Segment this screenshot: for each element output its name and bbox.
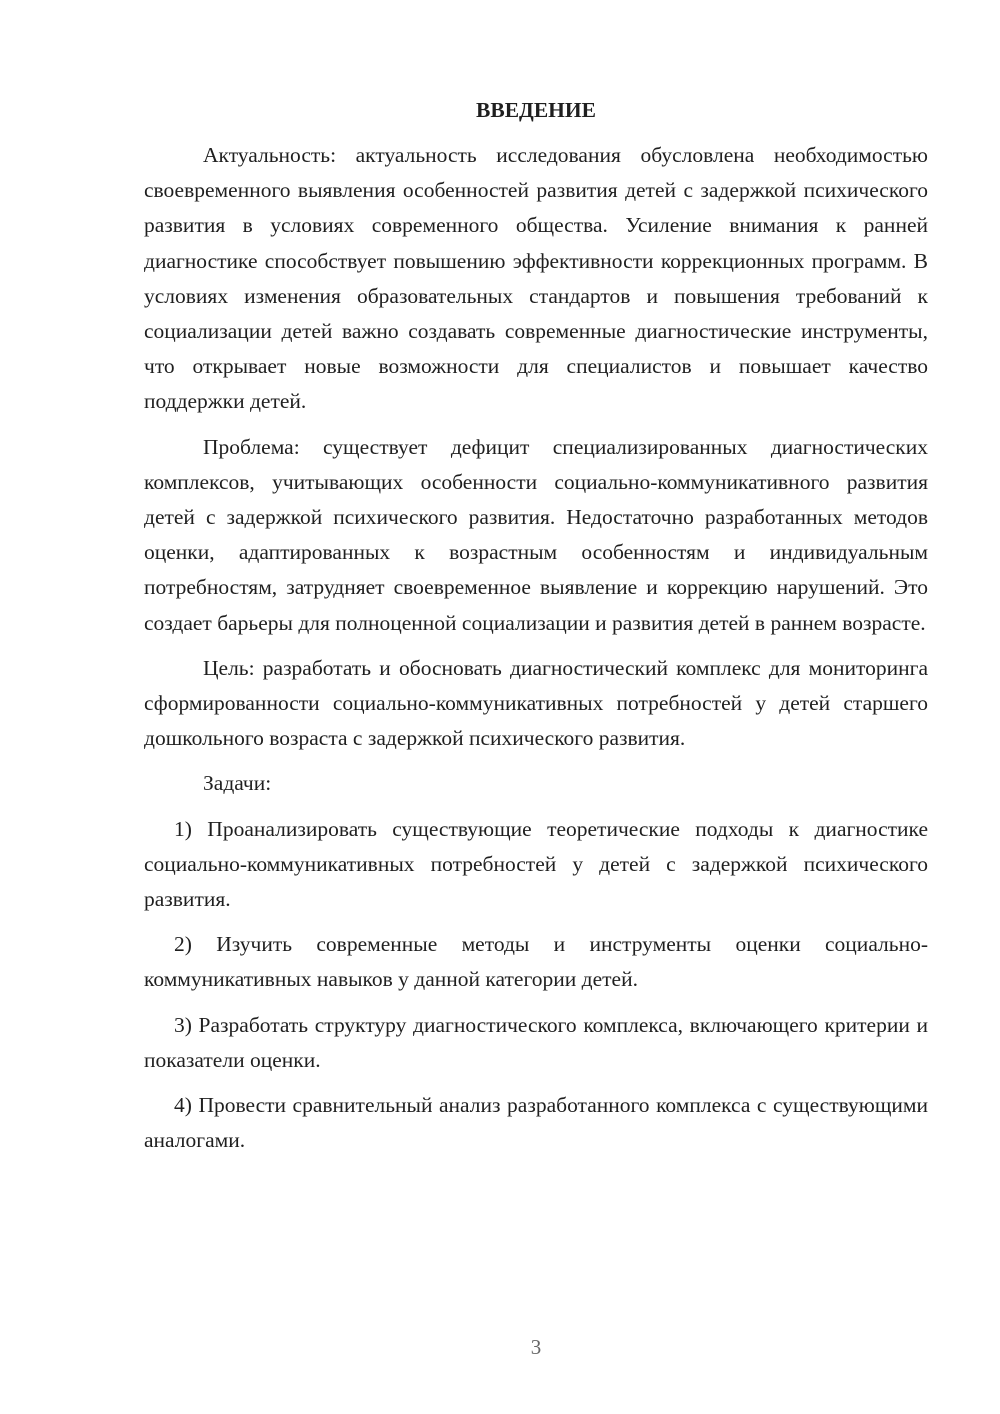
page-number: 3 bbox=[530, 1335, 542, 1359]
relevance-paragraph: Актуальность: актуальность исследования обусловлена необходимостью своевременного выявления особенностей развития детей с задержкой психического развития в условиях современного общества. Усиление внимания к ранней диагностике способствует повышению эффективности коррекционных программ. В условиях изменения образовательных стандартов и повышения требований к социализации детей важно создавать современные диагностические инструменты, что открывает новые возможности для специалистов и повышает качество поддержки детей. bbox=[144, 143, 928, 414]
section-heading: ВВЕДЕНИЕ bbox=[476, 98, 596, 122]
tasks-label: Задачи: bbox=[203, 771, 272, 796]
task-item: 4) Провести сравнительный анализ разработанного комплекса с существующими аналогами. bbox=[144, 1093, 928, 1153]
document-page bbox=[144, 92, 928, 1168]
problem-paragraph: Проблема: существует дефицит специализированных диагностических комплексов, учитывающих особенности социально-коммуникативного развития детей с задержкой психического развития. Недостаточно разработанных методов оценки, адаптированных к возрастным особенностям и индивидуальным потребностям, затрудняет своевременное выявление и коррекцию нарушений. Это создает барьеры для полноценной социализации и развития детей в раннем возрасте. bbox=[144, 434, 928, 635]
tasks-list bbox=[144, 812, 928, 1159]
task-item: 3) Разработать структуру диагностического комплекса, включающего критерии и показатели оценки. bbox=[144, 1012, 928, 1072]
task-item: 1) Проанализировать существующие теоретические подходы к диагностике социально-коммуникативных потребностей у детей с задержкой психического развития. bbox=[144, 816, 928, 912]
goal-paragraph: Цель: разработать и обосновать диагностический комплекс для мониторинга сформированности социально-коммуникативных потребностей у детей старшего дошкольного возраста с задержкой психического развития. bbox=[144, 655, 928, 751]
task-item: 2) Изучить современные методы и инструменты оценки социально-коммуникативных навыков у данной категории детей. bbox=[144, 932, 928, 992]
